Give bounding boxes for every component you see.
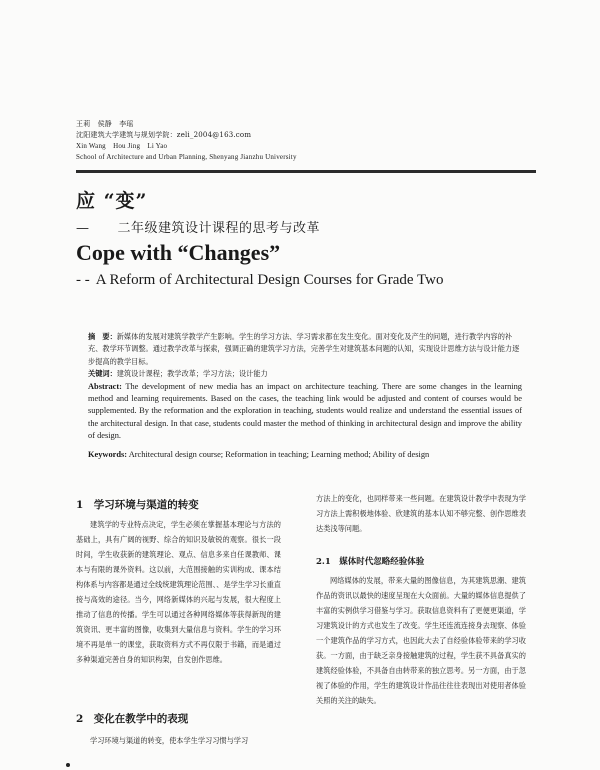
right-column-top-paragraph: 方法上的变化，也同样带来一些问题。在建筑设计教学中表现为学习方法上需积极地体验、欣建筑的基本认知不够完整、创作思维表达类浅等问题。: [316, 494, 526, 533]
abstract-cn-text: 新媒体的发展对建筑学教学产生影响。学生的学习方法、学习需求都在发生变化。面对变化及产生的问题，进行教学内容的补充、教学环节调整。通过教学改革与探索，强调正确的建筑学习方法，完善学生对建筑基本问题的认知，实现设计思维方法与设计能力逐步提高的教学目标。: [88, 332, 520, 366]
title-en-sub-text: A Reform of Architectural Design Courses for Grade Two: [95, 272, 444, 288]
section-2-1-paragraph: 网络媒体的发展，带来大量的图像信息，为其建筑思潮、建筑作品的资讯以最快的速度呈现在大众面前。大量的媒体信息提供了丰富的实例供学习借鉴与学习。获取信息资料有了更便更渠道，学习建筑设计的方式也发生了改变。学生还连流连接身去现察、体验一个建筑作品的学习方式，也因此大去了自经验体验带来的学习收获。一方面，由于缺乏亲身接触建筑的过程，学生获不具备真实的建筑经验体验，不具备自由转带来的独立思考。另一方面，由于忽视了体验的作用，学生的建筑设计作品往往往表现出对使用者体验关照的关注的缺失。: [316, 576, 526, 705]
section-1-heading: 1 学习环境与渠道的转变: [76, 499, 199, 511]
keywords-cn-text: 建筑设计课程；教学改革；学习方法；设计能力: [116, 369, 268, 378]
section-2-heading: 2 变化在教学中的表现: [76, 713, 189, 725]
keywords-en-text: Architectural design course; Reformation in teaching; Learning method; Ability of design: [128, 450, 430, 459]
keywords-en-label: Keywords:: [88, 450, 128, 459]
title-cn-main: 应 “变”: [76, 190, 148, 212]
keywords-en: [88, 449, 522, 461]
abstract-en-text: The development of new media has an impact on architecture teaching. There are some changes in the learning method and learning requirements. Based on the cases, the teaching link would be adjusted and content of courses would be supplemented. By the reformation and the exploration in teaching, students would realize and understand the essential issues of the architectural design. In that case, students could master the method of thinking in architectural design and improve the ability of design.: [88, 382, 522, 440]
section-2-paragraph: 学习环境与渠道的转变，使本学生学习习惯与学习: [90, 736, 249, 745]
title-en-main: Cope with “Changes”: [76, 240, 281, 265]
keywords-cn-label: 关键词：: [88, 369, 117, 378]
title-en-sub: [76, 272, 444, 289]
authors-cn: 王莉 侯静 李瑶: [76, 120, 134, 128]
authors-en: Xin Wang Hou Jing Li Yao: [76, 142, 168, 150]
page-dot-mark: [66, 763, 70, 767]
title-en-sub-dash: - -: [76, 272, 90, 288]
header-rule: [76, 170, 536, 173]
keywords-cn: [88, 368, 520, 380]
section-2-1-heading: 2.1 媒体时代忽略经验体验: [316, 557, 425, 567]
affiliation-cn: 沈阳建筑大学建筑与规划学院：zeli_2004@163.com: [76, 131, 252, 139]
title-cn-sub-dash: —: [76, 221, 90, 236]
abstract-cn: [88, 331, 520, 368]
abstract-cn-label: 摘 要：: [88, 332, 117, 341]
abstract-en: [88, 381, 522, 442]
section-1-paragraph: 建筑学的专业特点决定，学生必须在掌握基本理论与方法的基础上，具有广阔的视野、综合的知识及敏锐的观察。很长一段时间，学生收获新的建筑理论、观点、信息多来自任课教师、课本与有限的课外资料。这以前，大范围接触的实训构成、课本结构体系与内容都是通过全线统建筑理论范围、、是学生学习长重直接与高效的途径。当今，网络新媒体的兴起与发展，很大程度上推动了信息的传播。学生可以通过各种网络媒体等获得新现的建筑资讯、更丰富的图像，收集到大量信息与资料。学生的学习环境不再是单一的课堂，获取资料方式不再仅限于书籍，而是通过多种渠道完善自身的知识构架，自发创作思维。: [76, 520, 281, 664]
title-cn-sub: [76, 217, 320, 236]
title-cn-sub-text: 二年级建筑设计课程的思考与改革: [117, 221, 321, 236]
abstract-en-label: Abstract:: [88, 382, 122, 391]
affiliation-en: School of Architecture and Urban Planning, Shenyang Jianzhu University: [76, 153, 297, 161]
